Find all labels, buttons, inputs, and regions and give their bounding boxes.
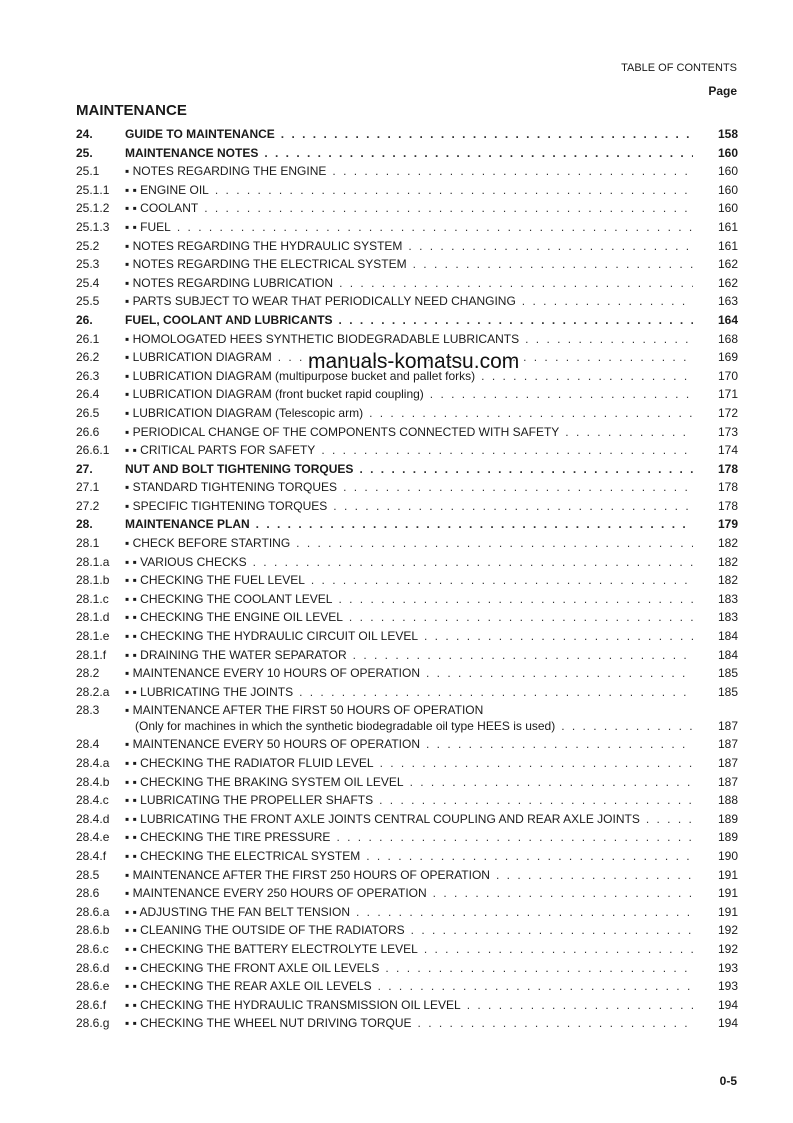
toc-entry-title-line: [125, 162, 693, 181]
toc-entry-title: ▪ ▪ CHECKING THE RADIATOR FLUID LEVEL: [125, 756, 374, 770]
dot-leader: [426, 735, 693, 754]
toc-entry-title-line: [125, 330, 693, 349]
toc-entry-title-line: [125, 940, 693, 959]
toc-entry-number: 28.1.f: [76, 647, 107, 662]
toc-entry-title: ▪ ▪ CHECKING THE WHEEL NUT DRIVING TORQUE: [125, 1016, 412, 1031]
toc-entry-title-line: [125, 385, 693, 404]
toc-entry[interactable]: [76, 664, 738, 683]
toc-entry-title: ▪ NOTES REGARDING THE ENGINE: [125, 164, 327, 179]
toc-entry-number: 26.1: [76, 331, 100, 346]
toc-entry-page: 173: [717, 424, 738, 439]
toc-entry-number: 28.6.e: [76, 979, 110, 994]
toc-entry[interactable]: [76, 534, 738, 553]
toc-entry-page: 182: [717, 536, 738, 551]
toc-entry-number: 28.: [76, 517, 93, 532]
toc-entry-page: 189: [717, 811, 738, 826]
toc-entry-number: 28.4.e: [76, 830, 110, 845]
toc-entry[interactable]: [76, 404, 738, 423]
toc-entry-title: ▪ ▪ CHECKING THE ELECTRICAL SYSTEM: [125, 848, 361, 863]
toc-entry[interactable]: [76, 903, 738, 922]
toc-entry-number: 25.4: [76, 275, 100, 290]
section-title: MAINTENANCE: [76, 102, 187, 119]
toc-entry-page: 194: [717, 1016, 738, 1031]
dot-leader: [522, 292, 693, 311]
toc-entry-page: 193: [717, 960, 738, 975]
toc-entry-title-line: [125, 423, 693, 442]
toc-entry-number: 28.1.e: [76, 629, 110, 644]
toc-entry-number: 28.4: [76, 737, 100, 752]
toc-entry[interactable]: [76, 773, 738, 792]
toc-entry[interactable]: [76, 311, 738, 330]
dot-leader: [385, 959, 693, 978]
toc-entry-number: 25.5: [76, 294, 100, 309]
dot-leader: [496, 866, 693, 885]
toc-entry-title-line: [125, 404, 693, 423]
dot-leader: [379, 791, 693, 810]
dot-leader: [296, 534, 693, 553]
toc-entry[interactable]: [76, 460, 738, 479]
toc-entry-page: 161: [717, 219, 738, 234]
toc-entry-title: ▪ ▪ LUBRICATING THE FRONT AXLE JOINTS CENTRAL COUPLING AND REAR AXLE JOINTS: [125, 811, 640, 826]
toc-entry-title: ▪ MAINTENANCE EVERY 10 HOURS OF OPERATION: [125, 666, 420, 681]
toc-entry-number: 25.3: [76, 257, 100, 272]
toc-entry[interactable]: [76, 423, 738, 442]
toc-entry-title-line: [125, 218, 693, 237]
dot-leader: [343, 478, 693, 497]
toc-entry-number: 28.2: [76, 666, 100, 681]
dot-leader: [311, 571, 693, 590]
toc-entry-number: 28.1.b: [76, 573, 110, 588]
toc-entry[interactable]: [76, 683, 738, 702]
dot-leader: [321, 441, 693, 460]
toc-entry-page: 161: [717, 238, 738, 253]
dot-leader: [264, 144, 693, 163]
dot-leader: [369, 404, 693, 423]
toc-entry[interactable]: [76, 754, 738, 773]
toc-entry-page: 182: [717, 554, 738, 569]
toc-entry-number: 27.: [76, 461, 93, 476]
toc-entry-number: 28.6.d: [76, 960, 110, 975]
toc-entry-page: 192: [717, 923, 738, 938]
toc-entry[interactable]: [76, 996, 738, 1015]
toc-entry-title: GUIDE TO MAINTENANCE: [125, 127, 275, 141]
toc-entry-page: 182: [717, 573, 738, 588]
toc-entry-subtitle: (Only for machines in which the synthetic biodegradable oil type HEES is used): [135, 719, 556, 734]
toc-entry[interactable]: [76, 237, 738, 256]
toc-entry-title-line: [125, 553, 693, 572]
toc-entry-title-line: [125, 274, 693, 293]
toc-entry[interactable]: [76, 791, 738, 810]
toc-entry-title-line: [125, 534, 693, 553]
toc-entry-title: ▪ NOTES REGARDING THE ELECTRICAL SYSTEM: [125, 257, 407, 272]
toc-entry-number: 27.1: [76, 480, 100, 495]
toc-entry-title-line: [125, 199, 693, 218]
toc-entry-title: ▪ ▪ DRAINING THE WATER SEPARATOR: [125, 647, 347, 662]
toc-entry[interactable]: [76, 627, 738, 646]
toc-entry-title-line: [125, 311, 693, 330]
toc-entry-title: ▪ ▪ CRITICAL PARTS FOR SAFETY: [125, 443, 316, 458]
toc-entry[interactable]: [76, 330, 738, 349]
toc-entry-title: ▪ MAINTENANCE AFTER THE FIRST 50 HOURS OF OPERATION: [125, 703, 484, 718]
dot-leader: [359, 460, 693, 479]
toc-entry-title-line: [125, 866, 693, 885]
toc-entry-number: 28.6.c: [76, 941, 109, 956]
toc-entry-number: 24.: [76, 127, 93, 141]
toc-entry[interactable]: [76, 590, 738, 609]
toc-entry-title-line: [125, 735, 693, 754]
toc-entry-page: 158: [717, 127, 738, 141]
dot-leader: [356, 903, 693, 922]
toc-entry-title: ▪ ▪ CHECKING THE HYDRAULIC CIRCUIT OIL LEVEL: [125, 629, 419, 644]
toc-entry-number: 28.4.a: [76, 756, 110, 770]
dot-leader: [281, 125, 693, 144]
toc-entry-title-line: [125, 515, 693, 534]
toc-entry-page: 168: [717, 331, 738, 346]
dot-leader: [299, 683, 693, 702]
dot-leader: [349, 608, 693, 627]
toc-entry-title: ▪ LUBRICATION DIAGRAM (multipurpose bucket and pallet forks): [125, 368, 476, 383]
dot-leader: [561, 717, 693, 736]
toc-entry-page: 178: [717, 480, 738, 495]
dot-leader: [177, 218, 693, 237]
toc-entry-title-line: [125, 144, 693, 163]
toc-entry-title-line: [125, 664, 693, 683]
toc-entry-number: 26.2: [76, 350, 100, 365]
toc-entry-number: 28.6.a: [76, 904, 110, 919]
toc-entry-title: ▪ NOTES REGARDING THE HYDRAULIC SYSTEM: [125, 238, 403, 253]
toc-entry-page: 174: [717, 443, 738, 458]
toc-entry-number: 28.6.f: [76, 997, 107, 1012]
toc-entry-page: 187: [717, 756, 738, 770]
toc-entry-number: 28.4.c: [76, 793, 109, 808]
toc-entry[interactable]: [76, 921, 738, 940]
toc-entry[interactable]: [76, 828, 738, 847]
toc-entry-title-line: [125, 608, 693, 627]
toc-entry-number: 28.6: [76, 886, 100, 901]
toc-entry-page: 187: [717, 774, 738, 789]
toc-entry-title-line: [125, 828, 693, 847]
toc-entry-page: 160: [717, 164, 738, 179]
toc-entry-title: ▪ ▪ ADJUSTING THE FAN BELT TENSION: [125, 904, 350, 919]
toc-entry-number: 27.2: [76, 498, 100, 513]
dot-leader: [380, 754, 693, 773]
toc-entry[interactable]: [76, 292, 738, 311]
toc-entry[interactable]: [76, 255, 738, 274]
toc-entry-number: 25.1.3: [76, 219, 110, 234]
toc-entry-page: 183: [717, 591, 738, 606]
toc-entry-title-line: [125, 754, 693, 773]
toc-entry-title: FUEL, COOLANT AND LUBRICANTS: [125, 312, 333, 327]
dot-leader: [413, 255, 693, 274]
toc-entry-title-line: [125, 903, 693, 922]
toc-entry-title: ▪ ▪ LUBRICATING THE PROPELLER SHAFTS: [125, 793, 374, 808]
toc-entry-page: 184: [717, 629, 738, 644]
toc-entry[interactable]: [76, 735, 738, 754]
toc-entry-page: 170: [717, 368, 738, 383]
toc-entry-page: 160: [717, 201, 738, 216]
toc-entry-page: 162: [717, 275, 738, 290]
toc-entry-page: 184: [717, 647, 738, 662]
toc-entry-number: 25.1: [76, 164, 100, 179]
toc-entry-title-line: [125, 884, 693, 903]
toc-entry-page: 179: [717, 517, 738, 532]
toc-entry-page: 162: [717, 257, 738, 272]
toc-entry-title-line: [125, 497, 693, 516]
toc-entry-number: 28.4.d: [76, 811, 110, 826]
toc-entry-number: 25.1.2: [76, 201, 110, 216]
dot-leader: [430, 385, 693, 404]
toc-entry-title-line: [125, 847, 693, 866]
toc-entry-title-line: [125, 181, 693, 200]
toc-entry-number: 28.1.a: [76, 554, 110, 569]
toc-entry-page: 185: [717, 684, 738, 699]
running-header: TABLE OF CONTENTS: [621, 62, 737, 74]
dot-leader: [253, 553, 693, 572]
toc-entry[interactable]: [76, 125, 738, 144]
toc-entry-title: ▪ ▪ FUEL: [125, 219, 171, 234]
toc-entry[interactable]: [76, 441, 738, 460]
toc-entry-title: ▪ ▪ LUBRICATING THE JOINTS: [125, 684, 294, 699]
toc-entry-title-line: [125, 590, 693, 609]
toc-entry-page: 164: [717, 312, 738, 327]
toc-entry-number: 25.2: [76, 238, 100, 253]
toc-entry-title: ▪ ▪ VARIOUS CHECKS: [125, 554, 247, 569]
toc-entry-number: 28.6.g: [76, 1016, 110, 1031]
dot-leader: [333, 497, 693, 516]
toc-entry[interactable]: [76, 940, 738, 959]
dot-leader: [424, 627, 693, 646]
toc-entry-page: 183: [717, 610, 738, 625]
dot-leader: [646, 810, 693, 829]
toc-entry-title: ▪ PARTS SUBJECT TO WEAR THAT PERIODICALLY NEED CHANGING: [125, 294, 516, 309]
toc-entry[interactable]: [76, 478, 738, 497]
toc-entry-title-line: [125, 977, 693, 996]
toc-entry-title: ▪ ▪ CHECKING THE BATTERY ELECTROLYTE LEVEL: [125, 941, 418, 956]
toc-entry-number: 26.6: [76, 424, 100, 439]
toc-entry-title: NUT AND BOLT TIGHTENING TORQUES: [125, 461, 354, 476]
toc-entry[interactable]: [76, 646, 738, 665]
toc-entry-page: 192: [717, 941, 738, 956]
toc-entry[interactable]: [76, 181, 738, 200]
toc-entry-number: 26.6.1: [76, 443, 110, 458]
toc-entry-title-line: [125, 996, 693, 1015]
toc-entry[interactable]: [76, 866, 738, 885]
dot-leader: [339, 311, 693, 330]
toc-entry-page: 194: [717, 997, 738, 1012]
toc-entry-title: ▪ ▪ CHECKING THE ENGINE OIL LEVEL: [125, 610, 343, 625]
toc-entry-page: 169: [717, 350, 738, 365]
toc-entry-title: ▪ ▪ CHECKING THE TIRE PRESSURE: [125, 830, 331, 845]
dot-leader: [433, 884, 693, 903]
toc-entry-title: ▪ ▪ CHECKING THE FUEL LEVEL: [125, 573, 305, 588]
toc-entry-title-line: [125, 1014, 693, 1033]
toc-entry[interactable]: [76, 884, 738, 903]
toc-entry-title-line: [125, 646, 693, 665]
toc-entry-subtitle-line: [135, 717, 693, 736]
toc-entry[interactable]: [76, 162, 738, 181]
toc-entry-title: ▪ MAINTENANCE EVERY 50 HOURS OF OPERATION: [125, 737, 420, 752]
toc-entry-title: ▪ ▪ CHECKING THE COOLANT LEVEL: [125, 591, 333, 606]
dot-leader: [366, 847, 693, 866]
toc-entry-page: 178: [717, 498, 738, 513]
dot-leader: [353, 646, 693, 665]
toc-entry-title: ▪ ▪ CHECKING THE BRAKING SYSTEM OIL LEVEL: [125, 774, 404, 789]
toc-entry[interactable]: [76, 553, 738, 572]
toc-entry-title-line: [125, 810, 693, 829]
toc-entry-number: 26.: [76, 312, 93, 327]
toc-entry-title-line: [125, 791, 693, 810]
toc-entry-title-line: [125, 237, 693, 256]
dot-leader: [339, 274, 693, 293]
toc-entry-title-line: [125, 959, 693, 978]
toc-entry-number: 25.1.1: [76, 182, 110, 197]
toc-entry-title: ▪ ▪ ENGINE OIL: [125, 182, 209, 197]
toc-entry-title-line: [125, 255, 693, 274]
toc-entry-number: 28.4.b: [76, 774, 110, 789]
toc-entry[interactable]: [76, 571, 738, 590]
toc-entry-page: 178: [717, 461, 738, 476]
toc-entry-title: ▪ MAINTENANCE EVERY 250 HOURS OF OPERATION: [125, 886, 427, 901]
dot-leader: [204, 199, 693, 218]
toc-entry-title: MAINTENANCE PLAN: [125, 517, 250, 532]
toc-entry[interactable]: [76, 977, 738, 996]
watermark: manuals-komatsu.com: [308, 350, 520, 373]
toc-entry-title: ▪ NOTES REGARDING LUBRICATION: [125, 275, 334, 290]
toc-entry[interactable]: [76, 959, 738, 978]
toc-entry[interactable]: [76, 810, 738, 829]
toc-entry-title: ▪ ▪ CHECKING THE HYDRAULIC TRANSMISSION OIL LEVEL: [125, 997, 461, 1012]
toc-entry-page: 187: [717, 737, 738, 752]
toc-entry-page: 188: [717, 793, 738, 808]
toc-entry-title: ▪ ▪ CHECKING THE FRONT AXLE OIL LEVELS: [125, 960, 380, 975]
toc-entry-number: 28.1.c: [76, 591, 109, 606]
toc-entry-title: ▪ MAINTENANCE AFTER THE FIRST 250 HOURS OF OPERATION: [125, 867, 490, 882]
toc-entry-title-line: [125, 478, 693, 497]
toc-entry-title: ▪ LUBRICATION DIAGRAM (front bucket rapid coupling): [125, 387, 424, 402]
toc-entry[interactable]: [76, 199, 738, 218]
toc-entry[interactable]: [76, 1014, 738, 1033]
toc-entry-number: 28.3: [76, 703, 100, 718]
dot-leader: [426, 664, 693, 683]
dot-leader: [338, 590, 693, 609]
toc-entry-number: 26.3: [76, 368, 100, 383]
table-of-contents: [76, 125, 738, 1033]
toc-entry-page: 191: [717, 886, 738, 901]
toc-entry-title: ▪ HOMOLOGATED HEES SYNTHETIC BIODEGRADABLE LUBRICANTS: [125, 331, 520, 346]
toc-entry-title-line: [125, 571, 693, 590]
dot-leader: [418, 1014, 693, 1033]
toc-entry-title-line: [125, 125, 693, 144]
toc-entry-page: 160: [717, 182, 738, 197]
toc-entry-title: ▪ LUBRICATION DIAGRAM: [125, 350, 272, 365]
toc-entry-page: 160: [717, 145, 738, 160]
toc-entry[interactable]: [76, 847, 738, 866]
toc-entry-title-line: [125, 460, 693, 479]
toc-entry[interactable]: [76, 608, 738, 627]
toc-entry[interactable]: [76, 701, 738, 735]
toc-entry-page: 189: [717, 830, 738, 845]
toc-entry-page: 187: [717, 719, 738, 734]
toc-entry-page: 191: [717, 904, 738, 919]
dot-leader: [336, 828, 693, 847]
toc-entry-title: ▪ ▪ CHECKING THE REAR AXLE OIL LEVELS: [125, 979, 372, 994]
dot-leader: [411, 921, 693, 940]
dot-leader: [565, 423, 693, 442]
toc-entry-page: 191: [717, 867, 738, 882]
toc-entry-title: ▪ STANDARD TIGHTENING TORQUES: [125, 480, 338, 495]
toc-entry-number: 28.6.b: [76, 923, 110, 938]
toc-entry[interactable]: [76, 274, 738, 293]
dot-leader: [408, 237, 693, 256]
toc-entry-page: 171: [717, 387, 738, 402]
toc-entry-title: MAINTENANCE NOTES: [125, 145, 259, 160]
dot-leader: [215, 181, 693, 200]
toc-entry-number: 25.: [76, 145, 93, 160]
toc-entry-number: 28.4.f: [76, 848, 107, 863]
toc-entry-number: 26.4: [76, 387, 100, 402]
page-number: 0-5: [719, 1074, 737, 1088]
toc-entry-page: 193: [717, 979, 738, 994]
toc-entry-title-line: [125, 921, 693, 940]
toc-entry-number: 28.5: [76, 867, 100, 882]
page-column-label: Page: [708, 84, 737, 98]
toc-entry-title: ▪ CHECK BEFORE STARTING: [125, 536, 291, 551]
dot-leader: [467, 996, 693, 1015]
toc-entry-title: ▪ ▪ COOLANT: [125, 201, 199, 216]
toc-entry-title-line: [125, 292, 693, 311]
toc-entry-title-line: [125, 441, 693, 460]
toc-entry-title-line: [125, 683, 693, 702]
dot-leader: [525, 330, 693, 349]
toc-entry-page: 185: [717, 666, 738, 681]
toc-entry-title: ▪ SPECIFIC TIGHTENING TORQUES: [125, 498, 328, 513]
toc-entry-number: 28.2.a: [76, 684, 110, 699]
toc-entry[interactable]: [76, 218, 738, 237]
toc-entry[interactable]: [76, 515, 738, 534]
toc-entry-page: 163: [717, 294, 738, 309]
dot-leader: [332, 162, 693, 181]
toc-entry-page: 172: [717, 405, 738, 420]
dot-leader: [378, 977, 693, 996]
toc-entry-title: ▪ LUBRICATION DIAGRAM (Telescopic arm): [125, 405, 364, 420]
toc-entry[interactable]: [76, 144, 738, 163]
dot-leader: [410, 773, 693, 792]
dot-leader: [424, 940, 693, 959]
toc-entry-title: ▪ PERIODICAL CHANGE OF THE COMPONENTS CONNECTED WITH SAFETY: [125, 424, 560, 439]
toc-entry-title-line: [125, 773, 693, 792]
toc-entry-number: 28.1: [76, 536, 100, 551]
toc-entry-number: 28.1.d: [76, 610, 110, 625]
toc-entry[interactable]: [76, 497, 738, 516]
toc-entry-title-line: [125, 627, 693, 646]
toc-entry-title: ▪ ▪ CLEANING THE OUTSIDE OF THE RADIATORS: [125, 923, 405, 938]
toc-entry-number: 26.5: [76, 405, 100, 420]
dot-leader: [256, 515, 693, 534]
toc-entry[interactable]: [76, 385, 738, 404]
toc-entry-page: 190: [717, 848, 738, 863]
